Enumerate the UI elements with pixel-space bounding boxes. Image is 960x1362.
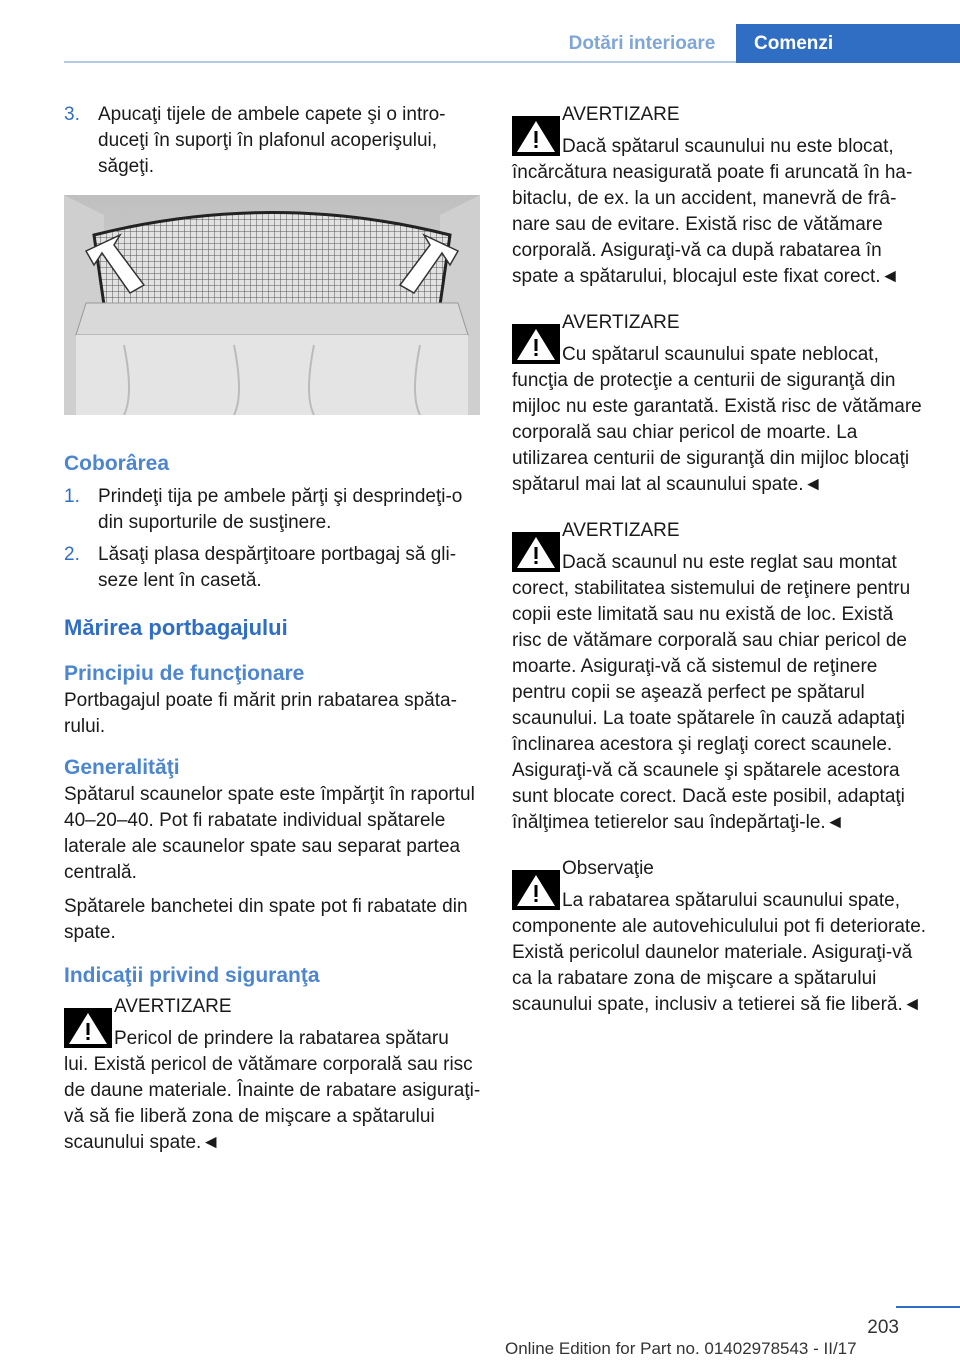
warning-text: funcţia de protecţie a centurii de siguranţă din mijloc nu este garantată. Există risc de vătămare corporală sau chiar pericol de moarte. La utilizarea centurii de siguranţă din mijloc blocaţi spătarul mai lat al scaunului spate.◄ (512, 370, 922, 495)
right-column (512, 102, 928, 1018)
warning-triangle-icon (64, 1008, 112, 1048)
step-number: 1. (64, 486, 80, 507)
safety-warning (64, 994, 482, 1156)
section-heading-enlarge-trunk: Mărirea portbagajului (64, 615, 288, 640)
step-text: Apucaţi tijele de ambele capete şi o introduceţi în suporţi în plafonul acoperişului, săgeţi. (98, 104, 446, 177)
warning-triangle-icon (512, 532, 560, 572)
lower-step-2 (64, 542, 482, 594)
lower-step-1 (64, 484, 482, 536)
notice-text: componente ale autovehiculului pot fi deteriorate. Există pericolul daunelor materiale. Asiguraţi-vă ca la rabatare zona de mişcare a spătarului scaunului spate, inclusiv a tetierei să fie liberă.◄ (512, 916, 927, 1015)
warning-title: AVERTIZARE (562, 312, 680, 333)
notice-block (512, 856, 928, 1018)
notice-title: Observaţie (562, 858, 654, 879)
principle-text: Portbagajul poate fi mărit prin rabatarea spătarului. (64, 690, 457, 737)
section-heading-general: Generalităţi (64, 756, 180, 779)
notice-first-line: La rabatarea spătarului scaunului spate, (562, 890, 901, 911)
warning-first-line: Pericol de prindere la rabatarea spătaru (114, 1028, 449, 1049)
warning-triangle-icon (512, 116, 560, 156)
step-text: Prindeţi tija pe ambele părţi şi desprindeţi-o din suporturile de susţinere. (98, 486, 463, 533)
warning-first-line: Dacă spătarul scaunului nu este blocat, (562, 136, 894, 157)
warning-title: AVERTIZARE (114, 996, 232, 1017)
section-heading-safety: Indicaţii privind siguranţa (64, 964, 320, 987)
warning-first-line: Dacă scaunul nu este reglat sau montat (562, 552, 897, 573)
warning-block-3 (512, 518, 928, 836)
warning-block-2 (512, 310, 928, 498)
header-tab-interior-equipment[interactable]: Dotări interioare (568, 33, 716, 54)
edition-info: Online Edition for Part no. 01402978543 - II/17 (505, 1339, 857, 1358)
step-number: 2. (64, 544, 80, 565)
section-heading-principle: Principiu de funcţionare (64, 662, 305, 685)
warning-text: încărcătura neasigurată poate fi aruncată în habitaclu, de ex. la un accident, manevră de frânare sau de evitare. Există risc de vătămare corporală. Asiguraţi-vă ca după rabatarea în spate a spătarului, blocajul este fixat corect.◄ (512, 162, 913, 287)
warning-text: lui. Există pericol de vătămare corporală sau risc de daune materiale. Înainte de rabatare asiguraţi-vă să fie liberă zona de mişcare a spătarului scaunului spate.◄ (64, 1054, 481, 1153)
warning-triangle-icon (512, 324, 560, 364)
warning-text: corect, stabilitatea sistemului de reţinere pentru copii este limitată sau nu există de loc. Există risc de vătămare corporală sau chiar pericol de moarte. Asiguraţi-vă că sistemul de reţinere pentru copii se aşează perfect pe spătarul scaunului. La toate spătarele în cauză adaptaţi înclinarea acestora şi reglaţi corect scaunele. Asiguraţi-vă că scaunele şi spătarele acestora sunt blocate corect. Dacă este posibil, adaptaţi înălţimea tetierelor sau îndepărtaţi-le.◄ (512, 578, 911, 833)
general-paragraph-1: Spătarul scaunelor spate este împărţit în raportul 40–20–40. Pot fi rabatate individual spătarele laterale ale scaunelor spate sau separat partea centrală. (64, 784, 475, 883)
page-number: 203 (867, 1317, 899, 1338)
warning-block-1 (512, 102, 928, 290)
general-paragraph-2: Spătarele banchetei din spate pot fi rabatate din spate. (64, 896, 468, 943)
step-number: 3. (64, 104, 80, 125)
section-heading-lowering: Coborârea (64, 452, 170, 475)
header-tab-controls[interactable]: Comenzi (736, 24, 960, 63)
warning-first-line: Cu spătarul scaunului spate neblocat, (562, 344, 879, 365)
warning-triangle-icon (512, 870, 560, 910)
footer-rule (896, 1306, 960, 1308)
step-text: Lăsaţi plasa despărţitoare portbagaj să gliseze lent în casetă. (98, 544, 457, 591)
step-3 (64, 102, 482, 180)
warning-title: AVERTIZARE (562, 104, 680, 125)
left-column (64, 102, 482, 1156)
warning-title: AVERTIZARE (562, 520, 680, 541)
